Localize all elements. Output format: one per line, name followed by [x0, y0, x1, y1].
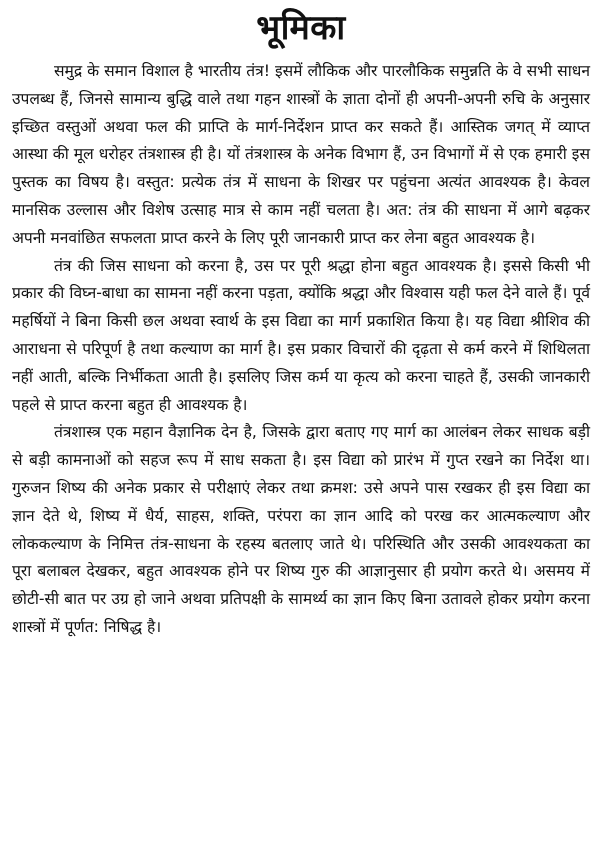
page-title: भूमिका: [256, 8, 346, 48]
paragraph-3: तंत्रशास्त्र एक महान वैज्ञानिक देन है, जिसके द्वारा बताए गए मार्ग का आलंबन लेकर साधक बड़ी से बड़ी कामनाओं को सहज रूप में साध सकता है। इस विद्या को प्रारंभ में गुप्त रखने का निर्देश था। गुरुजन शिष्य की अनेक प्रकार से परीक्षाएं लेकर तथा क्रमश: उसे अपने पास रखकर ही इस विद्या का ज्ञान देते थे, शिष्य में धैर्य, साहस, शक्ति, परंपरा का ज्ञान आदि को परख कर आत्मकल्याण और लोककल्याण के निमित्त तंत्र-साधना के रहस्य बतलाए जाते थे। परिस्थिति और उसकी आवश्यकता का पूरा बलाबल देखकर, बहुत आवश्यक होने पर शिष्य गुरु की आज्ञानुसार ही प्रयोग करते थे। असमय में छोटी-सी बात पर उग्र हो जाने अथवा प्रतिपक्षी के सामर्थ्य का ज्ञान किए बिना उतावले होकर प्रयोग करना शास्त्रों में पूर्णत: निषिद्ध है।: [12, 423, 590, 636]
paragraph-2: तंत्र की जिस साधना को करना है, उस पर पूरी श्रद्धा होना बहुत आवश्यक है। इससे किसी भी प्रकार की विघ्न-बाधा का सामना नहीं करना पड़ता, क्योंकि श्रद्धा और विश्वास यही फल देने वाले हैं। पूर्व महर्षियों ने बिना किसी छल अथवा स्वार्थ के इस विद्या का मार्ग प्रकाशित किया है। यह विद्या श्रीशिव की आराधना से परिपूर्ण है तथा कल्याण का मार्ग है। इस प्रकार विचारों की दृढ़ता से कर्म करने में शिथिलता नहीं आती, बल्कि निर्भीकता आती है। इसलिए जिस कर्म या कृत्य को करना चाहते हैं, उसकी जानकारी पहले से प्राप्त करना बहुत ही आवश्यक है।: [12, 256, 590, 414]
paragraph-1: समुद्र के समान विशाल है भारतीय तंत्र! इसमें लौकिक और पारलौकिक समुन्नति के वे सभी साधन उपलब्ध हैं, जिनसे सामान्य बुद्धि वाले तथा गहन शास्त्रों के ज्ञाता दोनों ही अपनी-अपनी रुचि के अनुसार इच्छित वस्तुओं अथवा फल की प्राप्ति के मार्ग-निर्देशन प्राप्त कर सकते हैं। आस्तिक जगत् में व्याप्त आस्था की मूल धरोहर तंत्रशास्त्र ही है। यों तंत्रशास्त्र के अनेक विभाग हैं, उन विभागों में से एक हमारी इस पुस्तक का विषय है। वस्तुत: प्रत्येक तंत्र में साधना के शिखर पर पहुंचना अत्यंत आवश्यक है। केवल मानसिक उल्लास और विशेष उत्साह मात्र से काम नहीं चलता है। अत: तंत्र की साधना में आगे बढ़कर अपनी मनवांछित सफलता प्राप्त करने के लिए पूरी जानकारी प्राप्त कर लेना बहुत आवश्यक है।: [12, 62, 590, 247]
